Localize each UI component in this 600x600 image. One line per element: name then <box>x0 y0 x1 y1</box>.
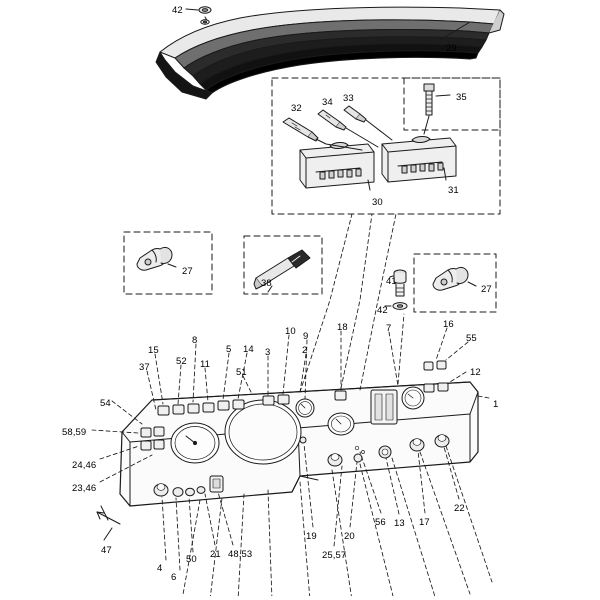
callout-34: 34 <box>322 97 333 108</box>
callout-27-left: 27 <box>182 266 193 277</box>
callout-55: 55 <box>466 333 477 344</box>
callout-25-57: 25,57 <box>322 550 347 561</box>
callout-54: 54 <box>100 398 111 409</box>
callout-47: 47 <box>101 545 112 556</box>
callout-35: 35 <box>456 92 467 103</box>
callout-33: 33 <box>343 93 354 104</box>
callout-1: 1 <box>493 399 499 410</box>
callout-32: 32 <box>291 103 302 114</box>
callout-8: 8 <box>192 335 198 346</box>
callout-13: 13 <box>394 518 405 529</box>
callout-15: 15 <box>148 345 159 356</box>
callout-58-59: 58,59 <box>62 427 87 438</box>
callout-2: 2 <box>302 345 308 356</box>
callout-16: 16 <box>443 319 454 330</box>
callout-41: 41 <box>386 276 397 287</box>
callout-37: 37 <box>139 362 150 373</box>
callout-6: 6 <box>171 572 177 583</box>
callout-17: 17 <box>419 517 430 528</box>
callout-14: 14 <box>243 344 254 355</box>
callout-3: 3 <box>265 347 271 358</box>
callout-12: 12 <box>470 367 481 378</box>
callout-18: 18 <box>337 322 348 333</box>
callout-52: 52 <box>176 356 187 367</box>
callout-27-right: 27 <box>481 284 492 295</box>
callout-31: 31 <box>448 185 459 196</box>
callout-5: 5 <box>226 344 232 355</box>
callout-10: 10 <box>285 326 296 337</box>
callout-20: 20 <box>344 531 355 542</box>
callout-56: 56 <box>375 517 386 528</box>
callout-42-mid: 42 <box>377 305 388 316</box>
callout-42-top: 42 <box>172 5 183 16</box>
callout-22: 22 <box>454 503 465 514</box>
callout-50: 50 <box>186 554 197 565</box>
callout-51: 51 <box>236 367 247 378</box>
callout-11: 11 <box>200 359 211 370</box>
callout-30: 30 <box>372 197 383 208</box>
callout-29: 29 <box>446 43 457 54</box>
callout-4: 4 <box>157 563 163 574</box>
callout-21: 21 <box>210 549 221 560</box>
callout-23-46: 23,46 <box>72 483 97 494</box>
callout-24-46: 24,46 <box>72 460 97 471</box>
callout-7: 7 <box>386 323 392 334</box>
callout-9: 9 <box>303 331 309 342</box>
callout-48-53: 48,53 <box>228 549 253 560</box>
callout-19: 19 <box>306 531 317 542</box>
callout-38: 38 <box>261 278 272 289</box>
